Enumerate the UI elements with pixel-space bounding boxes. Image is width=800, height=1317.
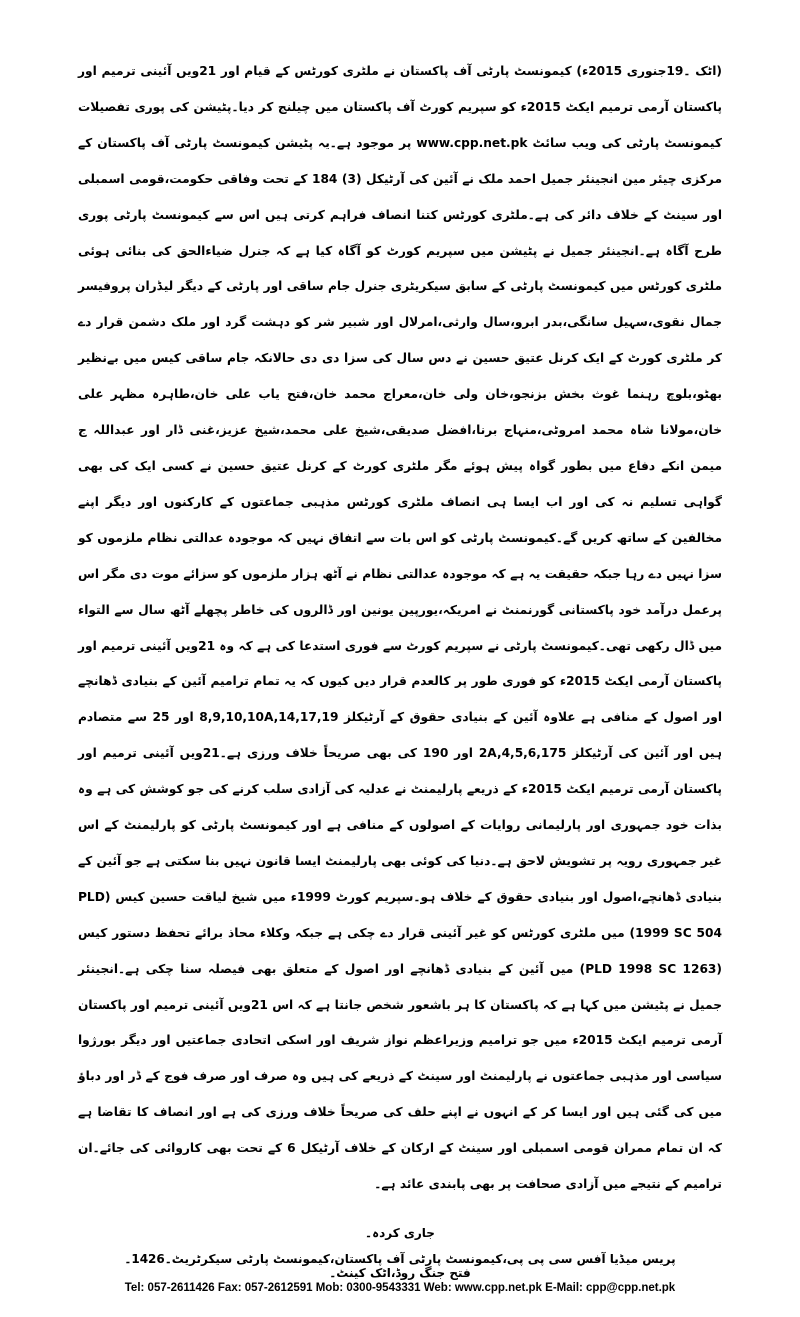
- issued-by-label: جاری کردہ۔: [365, 1226, 435, 1240]
- office-address: پریس میڈیا آفس سی پی پی،کیمونسٹ پارٹی آف پاکستان،کیمونسٹ پارٹی سیکرٹریٹ۔1426۔فتح جنگ روڈ،اٹک کینٹ۔: [124, 1252, 676, 1280]
- contact-details: Tel: 057-2611426 Fax: 057-2612591 Mob: 0300-9543331 Web: www.cpp.net.pk E-Mail: cpp@cpp.net.pk: [124, 1282, 676, 1294]
- press-release-body: (اٹک ۔19جنوری 2015ء) کیمونسٹ پارٹی آف پاکستان نے ملٹری کورٹس کے قیام اور 21ویں آئینی ترمیم اور پاکستان آرمی ترمیم ایکٹ 2015ء کو سپریم کورٹ آف پاکستان میں چیلنج کر دیا۔پٹیشن کی پوری تفصیلات کیمونسٹ پارٹی کی ویب سائٹ www.cpp.net.pk پر موجود ہے۔یہ پٹیشن کیمونسٹ پارٹی آف پاکستان کے مرکزی چیئر مین انجینئر جمیل احمد ملک نے آئین کی آرٹیکل (3) 184 کے تحت وفاقی حکومت،قومی اسمبلی اور سینٹ کے خلاف دائر کی ہے۔ملٹری کورٹس کتنا انصاف فراہم کرتی ہیں اس سے کیمونسٹ پارٹی پوری طرح آگاہ ہے۔انجینئر جمیل نے پٹیشن میں سپریم کورٹ کو آگاہ کیا ہے کہ جنرل ضیاءالحق کی بنائی ہوئی ملٹری کورٹس میں کیمونسٹ پارٹی کے سابق سیکریٹری جنرل جام ساقی اور پارٹی کے دیگر لیڈران پروفیسر جمال نقوی،سہیل سانگی،بدر ابرو،سال وارثی،امرلال اور شبیر شر کو دہشت گرد اور ملک دشمن قرار دے کر ملٹری کورٹ کے ایک کرنل عتیق حسین نے دس سال کی سزا دی دی حالانکہ جام ساقی کیس میں بےنظیر بھٹو،بلوچ رہنما غوث بخش بزنجو،خان ولی خان،معراج محمد خان،فتح یاب علی خان،طاہرہ مظہر علی خان،مولانا شاہ محمد امروٹی،منہاج برنا،افضل صدیقی،شیخ علی محمد،شیخ عزیز،غنی ڈار اور عبداللہ ج میمن انکے دفاع میں بطور گواہ پیش ہوئے مگر ملٹری کورٹ کے کرنل عتیق حسین نے کسی ایک کی بھی گواہی تسلیم نہ کی اور اب ایسا ہی انصاف ملٹری کورٹس مذہبی جماعتوں کے کارکنوں اور دیگر اپنے مخالفین کے ساتھ کریں گے۔کیمونسٹ پارٹی کو اس بات سے اتفاق نہیں کہ موجودہ عدالتی نظام ملزموں کو سزا نہیں دے رہا جبکہ حقیقت یہ ہے کہ موجودہ عدالتی نظام نے آٹھ ہزار ملزموں کو سزائے موت دی مگر اس پرعمل درآمد خود پاکستانی گورنمنٹ نے امریکہ،یورپین یونین اور ڈالروں کی خاطر پچھلے آٹھ سال سے التواء میں ڈال رکھی تھی۔کیمونسٹ پارٹی نے سپریم کورٹ سے فوری استدعا کی ہے کہ وہ 21ویں آئینی ترمیم اور پاکستان آرمی ایکٹ 2015ء کو فوری طور پر کالعدم قرار دیں کیوں کہ یہ تمام ترامیم آئین کے بنیادی ڈھانچے اور اصول کے منافی ہے علاوہ آئین کے بنیادی حقوق کے آرٹیکلز 8,9,10,10A,14,17,19 اور 25 سے متصادم ہیں اور آئین کی آرٹیکلز 2A,4,5,6,175 اور 190 کی بھی صریحاً خلاف ورزی ہے۔21ویں آئینی ترمیم اور پاکستان آرمی ترمیم ایکٹ 2015ء کے ذریعے پارلیمنٹ نے عدلیہ کی آزادی سلب کرنے کی جو کوشش کی ہے وہ بذات خود جمہوری اور پارلیمانی روایات کے اصولوں کے منافی ہے اور کیمونسٹ پارٹی کو پارلیمنٹ کے اس غیر جمہوری رویہ پر تشویش لاحق ہے۔دنیا کی کوئی بھی پارلیمنٹ ایسا قانون نہیں بنا سکتی ہے جو آئین کے بنیادی ڈھانچے،اصول اور بنیادی حقوق کے خلاف ہو۔سپریم کورٹ 1999ء میں شیخ لیاقت حسین کیس (PLD 1999 SC 504) میں ملٹری کورٹس کو غیر آئینی قرار دے چکی ہے جبکہ وکلاء محاذ برائے تحفظ دستور کیس (PLD 1998 SC 1263) میں آئین کے بنیادی ڈھانچے اور اصول کے متعلق بھی فیصلہ سنا چکی ہے۔انجینئر جمیل نے پٹیشن میں کہا ہے کہ پاکستان کا ہر باشعور شخص جانتا ہے کہ اس 21ویں آئینی ترمیم اور پاکستان آرمی ترمیم ایکٹ 2015ء میں جو ترامیم وزیراعظم نواز شریف اور اسکی اتحادی جماعتیں اور دیگر بورژوا سیاسی اور مذہبی جماعتوں نے پارلیمنٹ اور سینٹ کے ذریعے کی ہیں وہ صرف اور صرف فوج کے ڈر اور دباؤ میں کی گئی ہیں اور ایسا کر کے انہوں نے اپنے حلف کی صریحاً خلاف ورزی کی ہے اور انصاف کا تقاضا ہے کہ ان تمام ممران قومی اسمبلی اور سینٹ کے ارکان کے خلاف آرٹیکل 6 کے تحت بھی کاروائی کی جائے۔ان ترامیم کے نتیجے میں آزادی صحافت پر بھی پابندی عائد ہے۔: [78, 64, 723, 1192]
